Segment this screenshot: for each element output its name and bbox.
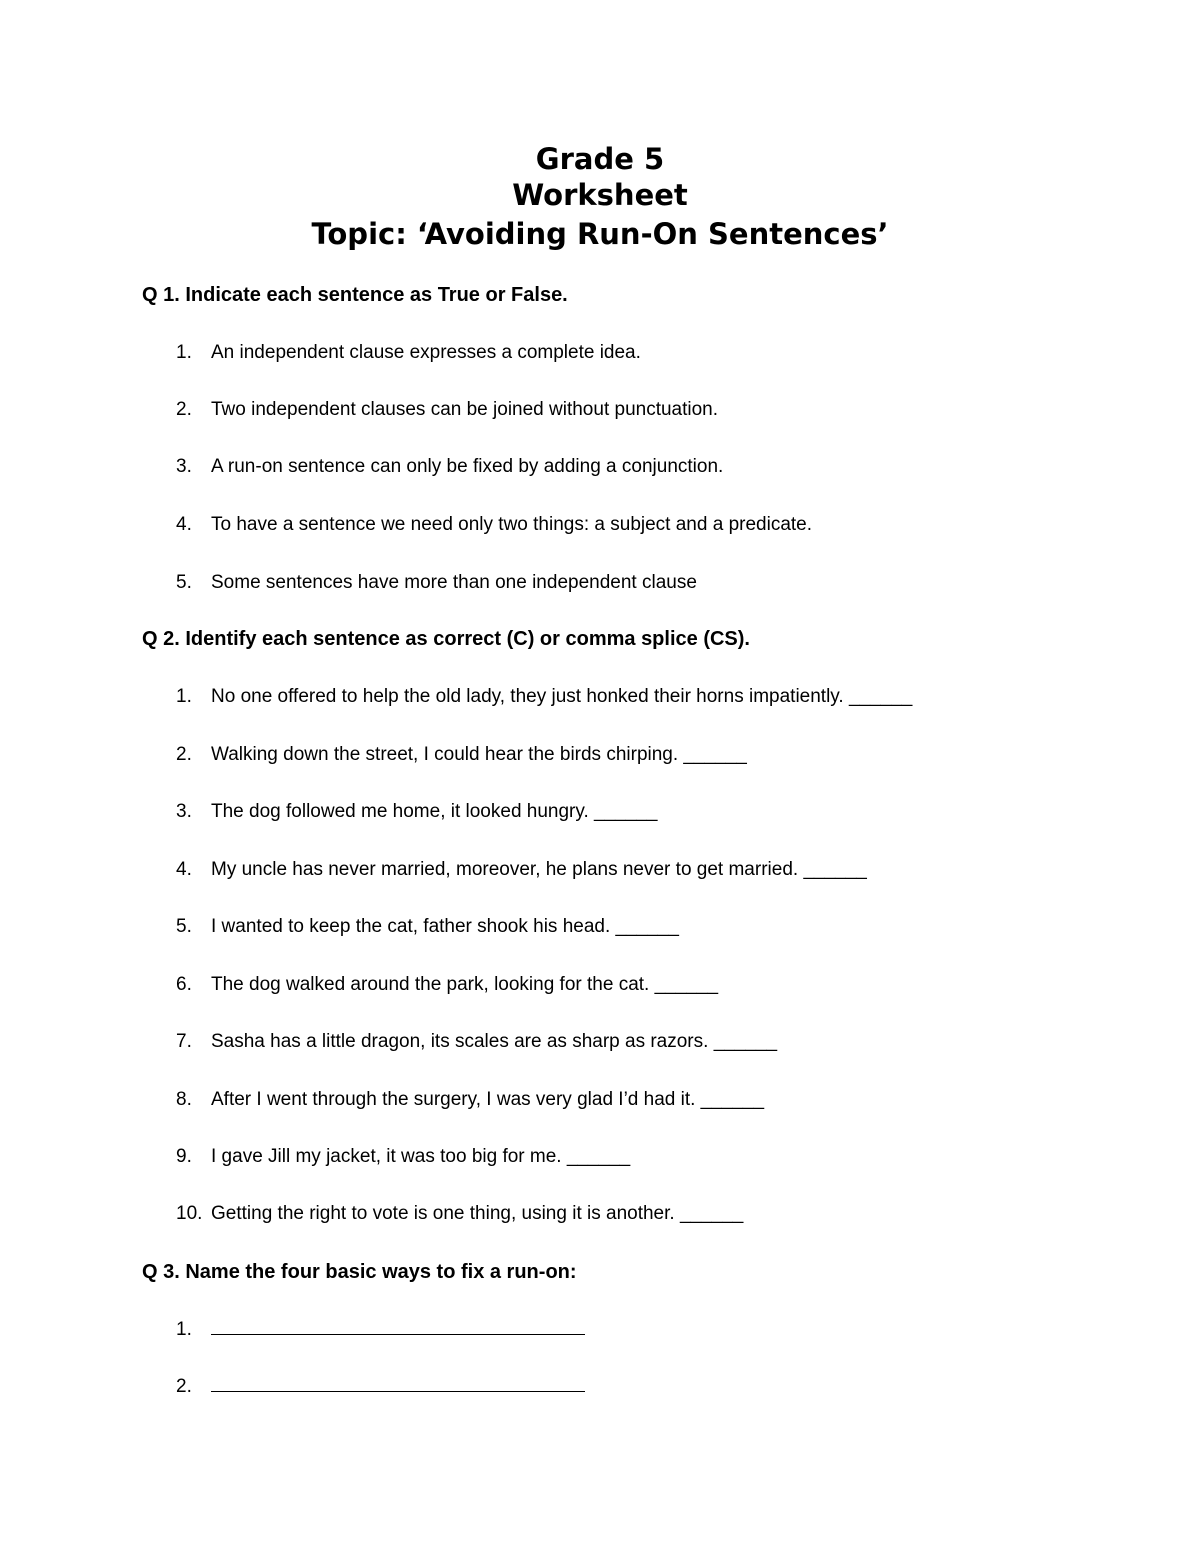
q2-item	[176, 973, 718, 997]
q3-heading: Q 3. Name the four basic ways to fix a run-on:	[142, 1261, 577, 1283]
item-number: 9.	[176, 1146, 192, 1167]
item-number: 3.	[176, 456, 192, 477]
item-number: 4.	[176, 859, 192, 880]
title-worksheet: Worksheet	[512, 178, 688, 212]
item-text: Two independent clauses can be joined without punctuation.	[211, 399, 719, 420]
item-text: Sasha has a little dragon, its scales are as sharp as razors. ______	[211, 1031, 778, 1052]
q1-item	[176, 513, 812, 537]
title-grade: Grade 5	[535, 142, 665, 176]
q2-item	[176, 1202, 743, 1226]
item-number: 1.	[176, 686, 192, 707]
q3-item	[176, 1318, 585, 1342]
item-number: 7.	[176, 1031, 192, 1052]
item-text: My uncle has never married, moreover, he plans never to get married. ______	[211, 859, 867, 880]
item-text: The dog followed me home, it looked hungry. ______	[211, 801, 658, 822]
answer-blank[interactable]	[211, 1377, 585, 1392]
item-text: After I went through the surgery, I was very glad I’d had it. ______	[211, 1089, 765, 1110]
item-text: To have a sentence we need only two things: a subject and a predicate.	[211, 514, 813, 535]
q2-heading: Q 2. Identify each sentence as correct (C) or comma splice (CS).	[142, 628, 750, 650]
q1-heading: Q 1. Indicate each sentence as True or False.	[142, 284, 568, 306]
item-text: I gave Jill my jacket, it was too big for me. ______	[211, 1146, 631, 1167]
item-text: A run-on sentence can only be fixed by adding a conjunction.	[211, 456, 724, 477]
item-text: Walking down the street, I could hear the birds chirping. ______	[211, 744, 747, 765]
item-number: 5.	[176, 572, 192, 593]
item-number: 2.	[176, 744, 192, 765]
q1-item	[176, 571, 697, 595]
item-number: 2.	[176, 1376, 192, 1397]
q2-item	[176, 1030, 777, 1054]
item-text: The dog walked around the park, looking for the cat. ______	[211, 974, 719, 995]
q2-item	[176, 915, 679, 939]
q2-item	[176, 800, 657, 824]
q2-item	[176, 1145, 630, 1169]
item-number: 4.	[176, 514, 192, 535]
q1-item	[176, 455, 723, 479]
answer-blank[interactable]	[211, 1320, 585, 1335]
item-number: 2.	[176, 399, 192, 420]
item-text: Some sentences have more than one independent clause	[211, 572, 697, 593]
item-number: 1.	[176, 1319, 192, 1340]
item-number: 8.	[176, 1089, 192, 1110]
item-text: An independent clause expresses a complete idea.	[211, 342, 641, 363]
item-text: No one offered to help the old lady, they just honked their horns impatiently. ______	[211, 686, 913, 707]
item-number: 10.	[176, 1203, 203, 1224]
item-text: Getting the right to vote is one thing, using it is another. ______	[211, 1203, 744, 1224]
item-number: 6.	[176, 974, 192, 995]
q1-item	[176, 341, 641, 365]
q2-item	[176, 858, 867, 882]
item-number: 1.	[176, 342, 192, 363]
q2-item	[176, 1088, 764, 1112]
q1-item	[176, 398, 718, 422]
q2-item	[176, 685, 912, 709]
q3-item	[176, 1375, 585, 1399]
title-topic: Topic: ‘Avoiding Run-On Sentences’	[311, 217, 889, 251]
item-number: 5.	[176, 916, 192, 937]
item-number: 3.	[176, 801, 192, 822]
item-text: I wanted to keep the cat, father shook his head. ______	[211, 916, 679, 937]
q2-item	[176, 743, 747, 767]
